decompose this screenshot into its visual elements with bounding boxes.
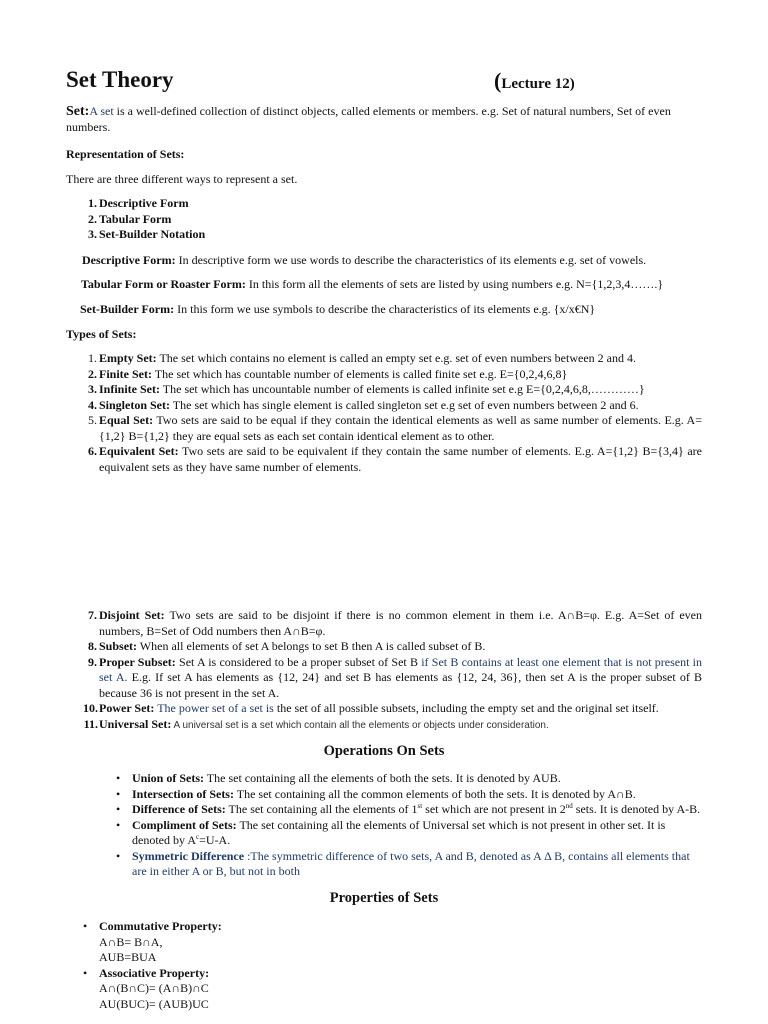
list-item: 1. Descriptive Form <box>88 196 189 210</box>
set-definition <box>66 104 706 135</box>
page-title: Set Theory <box>66 67 174 92</box>
list-item: • Intersection of Sets: The set containing all the common elements of both the sets. It is denoted by A∩B. <box>116 786 636 801</box>
list-item: 4. Singleton Set: The set which has single element is called singleton set e.g set of even numbers between 2 and 6. <box>88 397 639 412</box>
operations-list <box>66 771 706 880</box>
types-list <box>66 351 702 475</box>
list-item: • Difference of Sets: The set containing all the elements of 1st set which are not present in 2nd sets. It is denoted by A-B. <box>116 802 701 816</box>
list-item: • Compliment of Sets: The set containing all the elements of Universal set which is not present in other set. It is denoted by $A^c=U-A$. <box>116 817 666 847</box>
lecture-label <box>494 68 575 97</box>
list-item: 5. Equal Set: Two sets are said to be equal if they contain the identical elements as well as same number of elements. E.g. A={1,2} B={1,2} they are equal sets as each set contain identical element as to other. <box>88 413 702 443</box>
representation-intro: There are three different ways to represent a set. <box>66 172 298 186</box>
list-item: 2. Tabular Form <box>88 211 172 226</box>
builder-form: Set-Builder Form: In this form we use symbols to describe the characteristics of its elements e.g. {x/x€N} <box>80 302 596 316</box>
representation-heading: Representation of Sets: <box>66 147 185 161</box>
list-item: • Symmetric Difference :The symmetric difference of two sets, A and B, denoted as A Δ B, contains all elements that are in either A or B, but not in both <box>116 848 690 878</box>
title-row <box>66 66 706 96</box>
properties-list <box>66 919 706 1012</box>
lecture-number: Lecture 12) <box>501 76 575 92</box>
list-item: 8. Subset: When all elements of set A belongs to set B then A is called subset of B. <box>88 639 486 653</box>
descriptive-form: Descriptive Form: In descriptive form we use words to describe the characteristics of its elements e.g. set of vowels. <box>82 253 647 267</box>
representation-list <box>66 196 706 243</box>
operations-heading: Operations On Sets <box>323 743 445 759</box>
list-item: 3. Set-Builder Notation <box>88 227 206 241</box>
types-list-continued <box>66 608 702 733</box>
list-item: 11. Universal Set: A universal set is a set which contain all the elements or objects under consideration. <box>83 716 549 731</box>
list-item: • Union of Sets: The set containing all the elements of both the sets. It is denoted by AUB. <box>116 771 561 785</box>
list-item: 10. Power Set: The power set of a set is the set of all possible subsets, including the empty set and the original set itself. <box>83 701 659 715</box>
types-heading: Types of Sets: <box>66 327 137 341</box>
list-item: 1. Empty Set: The set which contains no element is called an empty set e.g. set of even numbers between 2 and 4. <box>88 351 636 365</box>
list-item: 6. Equivalent Set: Two sets are said to be equivalent if they contain the same number of elements. E.g. A={1,2} B={3,4} are equivalent sets as they have same number of elements. <box>88 444 702 474</box>
list-item: 3. Infinite Set: The set which has uncountable number of elements is called infinite set e.g E={0,2,4,6,8,…………} <box>88 382 645 396</box>
set-label: Set: <box>66 104 90 119</box>
set-term: A set <box>89 104 114 118</box>
lecture-paren: ( <box>494 68 502 93</box>
tabular-form: Tabular Form or Roaster Form: In this form all the elements of sets are listed by using numbers e.g. N={1,2,3,4…….} <box>81 277 664 291</box>
list-item: 9. Proper Subset: Set A is considered to be a proper subset of Set B if Set B contains at least one element that is not present in set A. E.g. If set A has elements as {12, 24} and set B has elements as {12, 24, 36}, then set A is the proper subset of B because 36 is not present in the set A. <box>88 654 703 700</box>
list-item: 2. Finite Set: The set which has countable number of elements is called finite set e.g. E={0,2,4,6,8} <box>88 366 568 381</box>
properties-heading: Properties of Sets <box>329 890 439 906</box>
list-item: • Commutative Property: A∩B= B∩A, AUB=BUA <box>83 919 222 964</box>
list-item: • Associative Property: A∩(B∩C)= (A∩B)∩C AU(BUC)= (AUB)UC <box>83 965 210 1011</box>
list-item: 7. Disjoint Set: Two sets are said to be disjoint if there is no common element in them i.e. A∩B=φ. E.g. A=Set of even numbers, B=Set of Odd numbers then A∩B=φ. <box>88 608 702 638</box>
set-definition-text: is a well-defined collection of distinct objects, called elements or members. e.g. Set of natural numbers, Set of even numbers. <box>66 104 671 134</box>
